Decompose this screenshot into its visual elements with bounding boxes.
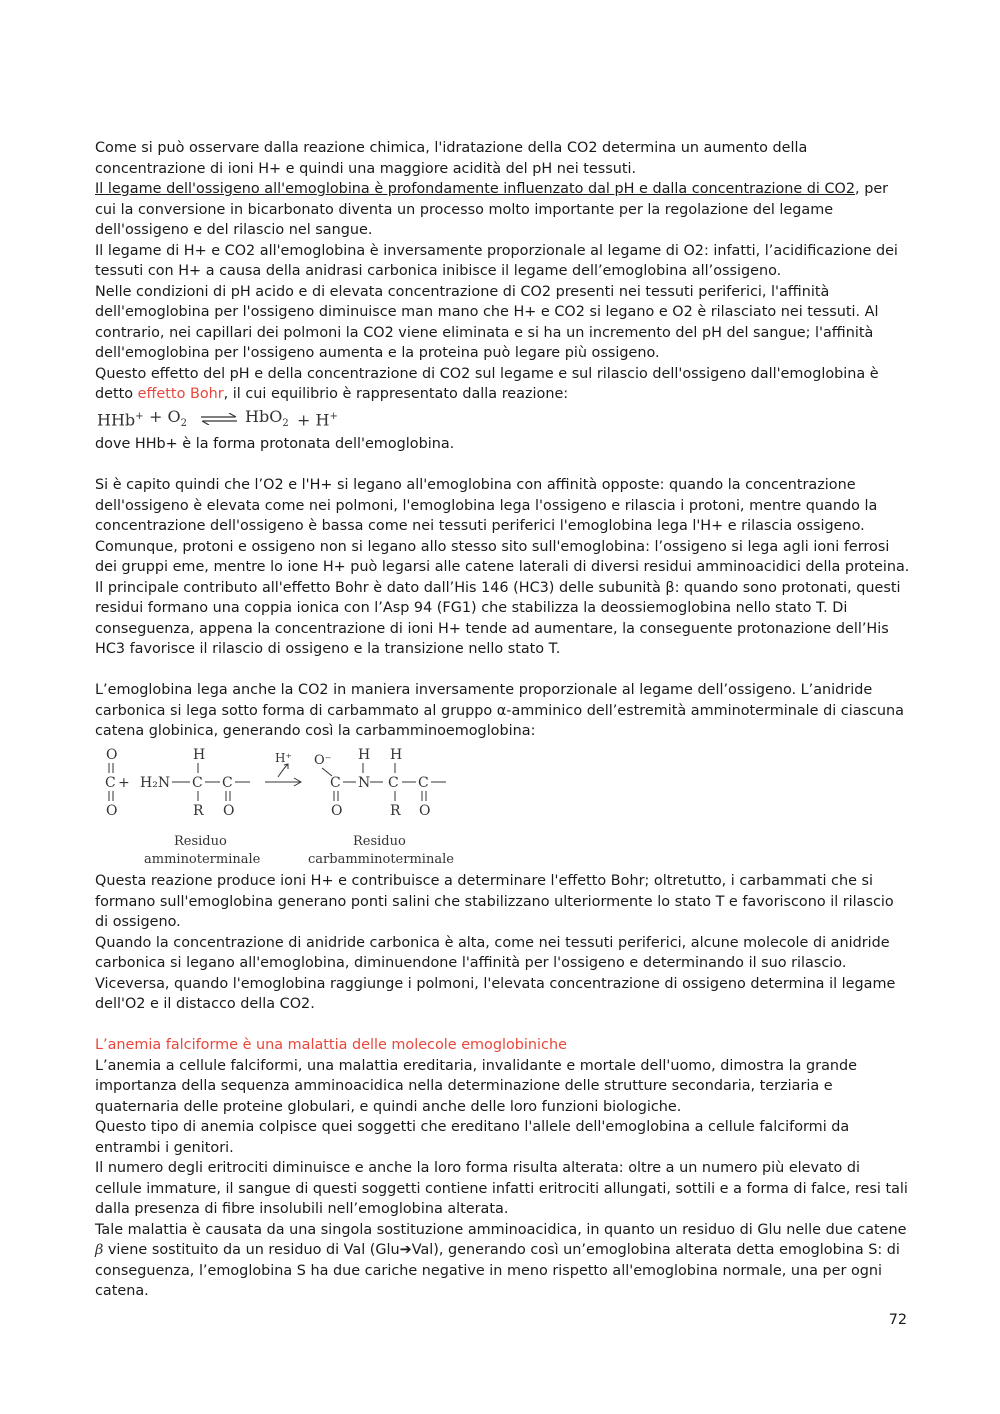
bohr-equation: [97, 407, 357, 431]
eq-sup: +: [329, 411, 338, 422]
eq-hbo2: HbO: [245, 407, 283, 426]
text-line: dove HHb+ è la forma protonata dell'emoglobina.: [95, 436, 455, 452]
scheme-c: C: [330, 775, 341, 791]
scheme-c: C: [192, 775, 203, 791]
scheme-h: H: [390, 747, 403, 763]
text-line: Questa reazione produce ioni H+ e contribuisce a determinare l'effetto Bohr; oltretutto, i carbammati che si formano sull'emoglobina generano ponti salini che stabilizzano ulteriormente lo stato T e favoriscono il rilascio di ossigeno.: [95, 873, 894, 930]
carbamate-reaction-scheme: [100, 744, 460, 870]
beta-symbol: β: [95, 1242, 104, 1258]
scheme-label: Residuo: [174, 834, 227, 849]
underlined-statement: Il legame dell'ossigeno all'emoglobina è profondamente influenzato dal pH e dalla concentrazione di CO2: [95, 181, 856, 197]
scheme-h2n: H₂N: [140, 775, 171, 791]
text-line: L’emoglobina lega anche la CO2 in maniera inversamente proporzionale al legame dell’ossigeno. L’anidride carbonica si lega sotto forma di carbammato al gruppo α-amminico dell’estremità amminoterminale di ciascuna catena globinica, generando così la carbamminoemoglobina:: [95, 682, 904, 739]
section-heading: L’anemia falciforme è una malattia delle molecole emoglobiniche: [95, 1037, 567, 1053]
text-line: Il numero degli eritrociti diminuisce e anche la loro forma risulta alterata: oltre a un numero più elevato di cellule immature, il sangue di questi soggetti contiene infatti eritrociti allungati, sottili e a forma di falce, resi tali dalla presenza di fibre insolubili nell’emoglobina alterata.: [95, 1160, 908, 1217]
section-sickle-cell: [95, 1035, 910, 1302]
text-span: viene sostituito da un residuo di Val (Glu➔Val), generando così un’emoglobina alterata detta emoglobina S: di conseguenza, l’emoglobina S ha due cariche negative in meno rispetto all'emoglobina normale, una per ogni catena.: [95, 1242, 900, 1299]
scheme-ominus: O⁻: [314, 753, 332, 768]
scheme-o: O: [331, 803, 343, 819]
text-line: [95, 1220, 910, 1302]
paragraph-affinity: [95, 475, 910, 660]
equilibrium-arrows-icon: [199, 413, 239, 425]
paragraph-bohr-intro: [95, 138, 910, 405]
eq-sub: 2: [282, 418, 289, 430]
scheme-n: N: [358, 775, 371, 791]
effetto-bohr-highlight: effetto Bohr: [137, 386, 224, 402]
text-line: L’anemia a cellule falciformi, una malattia ereditaria, invalidante e mortale dell'uomo, dimostra la grande importanza della sequenza amminoacidica nella determinazione delle strutture secondaria, terziaria e quaternaria delle proteine globulari, e quindi anche delle loro funzioni biologiche.: [95, 1057, 857, 1115]
equation-caption: [95, 434, 910, 455]
text-span: Questo effetto del pH e della concentrazione di CO2 sul legame e sul rilascio dell'ossigeno dall'emoglobina è detto: [95, 365, 879, 402]
eq-o2: + O: [149, 407, 181, 426]
scheme-r: R: [193, 803, 204, 819]
scheme-c: C: [105, 775, 116, 791]
scheme-c: C: [222, 775, 233, 791]
text-span: Tale malattia è causata da una singola sostituzione amminoacidica, in quanto un residuo di Glu nelle due catene: [95, 1221, 907, 1238]
page-number: 72: [888, 1312, 907, 1328]
text-line: Si è capito quindi che l’O2 e l'H+ si legano all'emoglobina con affinità opposte: quando la concentrazione dell'ossigeno è elevata come nei polmoni, l'emoglobina lega l'ossigeno e rilascia i protoni, mentre quando la concentrazione dell'ossigeno è bassa come nei tessuti periferici l'emoglobina lega l'H+ e rilascia ossigeno. Comunque, protoni e ossigeno non si legano allo stesso sito sull'emoglobina: l’ossigeno si lega agli ioni ferrosi dei gruppi eme, mentre lo ione H+ può legarsi alle catene laterali di diversi residui amminoacidici della proteina. Il principale contributo all'effetto Bohr è dato dall’His 146 (HC3) delle subunità β: quando sono protonati, questi residui formano una coppia ionica con l’Asp 94 (FG1) che stabilizza la deossiemoglobina nello stato T. Di conseguenza, appena la concentrazione di ioni H+ tende ad aumentare, la conseguente protonazione dell’His HC3 favorisce il rilascio di ossigeno e la transizione nello stato T.: [95, 477, 910, 657]
scheme-o: O: [419, 803, 431, 819]
text-line: Come si può osservare dalla reazione chimica, l'idratazione della CO2 determina un aumento della concentrazione di ioni H+ e quindi una maggiore acidità del pH nei tessuti.: [95, 140, 808, 177]
scheme-h: H: [358, 747, 371, 763]
text-span: , per cui la conversione in bicarbonato diventa un processo molto importante per la regolazione del legame dell'ossigeno e del rilascio nel sangue.: [95, 181, 889, 238]
scheme-plus: +: [118, 775, 130, 791]
eq-sup: +: [135, 411, 144, 422]
scheme-hplus: H⁺: [275, 751, 292, 765]
text-line: Il legame di H+ e CO2 all'emoglobina è inversamente proporzionale al legame di O2: infatti, l’acidificazione dei tessuti con H+ a causa della anidrasi carbonica inibisce il legame dell’emoglobina all’ossigeno.: [95, 242, 898, 279]
eq-h: + H: [297, 410, 330, 430]
text-line: Nelle condizioni di pH acido e di elevata concentrazione di CO2 presenti nei tessuti periferici, l'affinità dell'emoglobina per l'ossigeno diminuisce man mano che H+ e CO2 si legano e O2 è rilasciato nei tessuti. Al contrario, nei capillari dei polmoni la CO2 viene eliminata e si ha un incremento del pH del sangue; l'affinità dell'emoglobina per l'ossigeno aumenta e la proteina può legare più ossigeno.: [95, 283, 879, 361]
text-line: [95, 179, 910, 241]
text-span: , il cui equilibrio è rappresentato dalla reazione:: [223, 386, 569, 402]
eq-hhb: HHb: [97, 410, 136, 430]
scheme-c: C: [418, 775, 429, 791]
scheme-o-top: O: [106, 747, 118, 763]
scheme-c: C: [388, 775, 399, 791]
eq-sub: 2: [180, 418, 187, 430]
text-line: Quando la concentrazione di anidride carbonica è alta, come nei tessuti periferici, alcune molecole di anidride carbonica si legano all'emoglobina, diminuendone l'affinità per l'ossigeno e determinando il suo rilascio. Viceversa, quando l'emoglobina raggiunge i polmoni, l'elevata concentrazione di ossigeno determina il legame dell'O2 e il distacco della CO2.: [95, 934, 896, 1012]
text-line: [95, 364, 910, 405]
scheme-label: carbamminoterminale: [308, 852, 454, 867]
scheme-h: H: [193, 747, 206, 763]
scheme-o: O: [223, 803, 235, 819]
text-line: Questo tipo di anemia colpisce quei soggetti che ereditano l'allele dell'emoglobina a cellule falciformi da entrambi i genitori.: [95, 1119, 850, 1156]
scheme-r: R: [390, 803, 401, 819]
scheme-label: Residuo: [353, 834, 406, 849]
scheme-label: amminoterminale: [144, 852, 261, 867]
paragraph-co2-binding: [95, 680, 910, 742]
scheme-o-bottom: O: [106, 803, 118, 819]
paragraph-carbamate-effects: [95, 871, 910, 1015]
